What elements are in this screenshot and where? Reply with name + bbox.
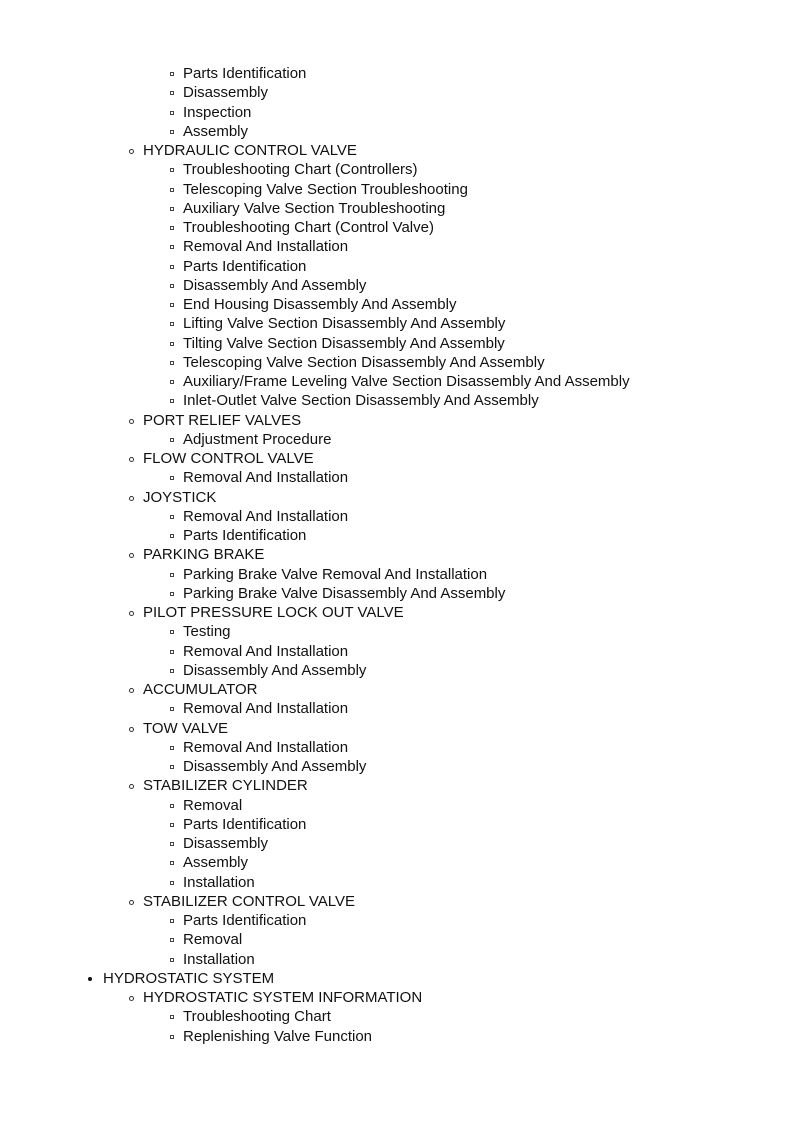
bullet-circle-icon [129,727,134,732]
bullet-circle-icon [129,553,134,558]
item-label: Removal [183,931,243,949]
topic-item [0,430,794,449]
subsection-item [0,411,794,430]
topic-item [0,796,794,815]
item-label: Parts Identification [183,527,307,544]
topic-item [0,526,794,545]
bullet-circle-icon [129,149,134,154]
topic-item [0,160,794,179]
bullet-square-icon [170,303,174,307]
bullet-circle-icon [129,457,134,462]
topic-item [0,507,794,526]
bullet-circle-icon [129,496,134,501]
topic-item [0,738,794,757]
bullet-circle-icon [129,784,134,789]
item-label: Assembly [183,122,249,140]
bullet-square-icon [170,207,174,211]
item-label: HYDRAULIC CONTROL VALVE [143,142,357,159]
topic-item [0,853,794,872]
subsection-item [0,892,794,911]
table-of-contents [0,64,794,1046]
item-label: FLOW CONTROL VALVE [143,450,314,467]
bullet-square-icon [170,669,174,673]
bullet-square-icon [170,1035,174,1039]
bullet-circle-icon [129,688,134,693]
bullet-square-icon [170,342,174,346]
item-label: Removal And Installation [183,469,349,487]
bullet-square-icon [170,650,174,654]
bullet-square-icon [170,881,174,885]
item-label: Removal And Installation [183,238,349,256]
item-label: Auxiliary Valve Section Troubleshooting [183,199,446,217]
item-label: Troubleshooting Chart (Controllers) [183,161,418,179]
item-label: ACCUMULATOR [143,681,258,698]
bullet-square-icon [170,476,174,480]
item-label: Disassembly And Assembly [183,758,367,775]
bullet-square-icon [170,111,174,115]
bullet-square-icon [170,823,174,827]
item-label: Inspection [183,103,252,121]
item-label: Tilting Valve Section Disassembly And Assembly [183,334,505,352]
item-label: PILOT PRESSURE LOCK OUT VALVE [143,604,404,621]
bullet-square-icon [170,284,174,288]
topic-item [0,565,794,584]
item-label: Lifting Valve Section Disassembly And Assembly [183,315,506,333]
topic-item [0,1007,794,1026]
item-label: Disassembly [183,84,269,102]
item-label: HYDROSTATIC SYSTEM INFORMATION [143,989,423,1006]
bullet-square-icon [170,399,174,403]
bullet-square-icon [170,188,174,192]
subsection-item [0,988,794,1007]
item-label: End Housing Disassembly And Assembly [183,296,457,313]
subsection-item [0,545,794,564]
bullet-square-icon [170,592,174,596]
item-label: Disassembly And Assembly [183,276,367,294]
topic-item [0,180,794,199]
subsection-item [0,680,794,699]
topic-item [0,911,794,930]
bullet-square-icon [170,438,174,442]
topic-item [0,218,794,237]
topic-item [0,873,794,892]
item-label: Parts Identification [183,65,307,82]
bullet-square-icon [170,245,174,249]
item-label: Disassembly [183,835,269,852]
subsection-item [0,449,794,468]
topic-item [0,199,794,218]
topic-item [0,950,794,969]
bullet-square-icon [170,746,174,750]
item-label: PORT RELIEF VALVES [143,411,302,429]
bullet-circle-icon [129,900,134,905]
bullet-square-icon [170,1015,174,1019]
bullet-square-icon [170,842,174,846]
section-item [0,969,794,988]
bullet-square-icon [170,861,174,865]
item-label: STABILIZER CYLINDER [143,777,308,795]
item-label: HYDROSTATIC SYSTEM [103,969,275,987]
item-label: Installation [183,873,255,891]
topic-item [0,295,794,314]
subsection-item [0,719,794,738]
bullet-square-icon [170,707,174,711]
bullet-square-icon [170,168,174,172]
item-label: Troubleshooting Chart [183,1008,331,1026]
subsection-item [0,776,794,795]
subsection-item [0,488,794,507]
item-label: PARKING BRAKE [143,546,265,564]
item-label: Assembly [183,854,249,872]
bullet-circle-icon [129,419,134,424]
bullet-square-icon [170,765,174,769]
topic-item [0,103,794,122]
topic-item [0,122,794,141]
item-label: Removal [183,796,243,814]
bullet-square-icon [170,226,174,230]
bullet-circle-icon [129,611,134,616]
topic-item [0,314,794,333]
topic-item [0,372,794,391]
item-label: Testing [183,623,231,641]
topic-item [0,834,794,853]
bullet-square-icon [170,91,174,95]
topic-item [0,757,794,776]
item-label: Telescoping Valve Section Disassembly And Assembly [183,353,545,371]
item-label: Removal And Installation [183,738,349,756]
topic-item [0,622,794,641]
item-label: Troubleshooting Chart (Control Valve) [183,219,434,236]
item-label: Adjustment Procedure [183,430,332,448]
topic-item [0,276,794,295]
bullet-square-icon [170,130,174,134]
bullet-square-icon [170,958,174,962]
item-label: TOW VALVE [143,719,229,737]
bullet-square-icon [170,265,174,269]
item-label: Parts Identification [183,912,307,929]
bullet-square-icon [170,573,174,577]
item-label: Removal And Installation [183,642,349,660]
item-label: Replenishing Valve Function [183,1027,373,1045]
item-label: Parking Brake Valve Removal And Installation [183,565,488,583]
bullet-square-icon [170,534,174,538]
topic-item [0,353,794,372]
bullet-square-icon [170,361,174,365]
item-label: Inlet-Outlet Valve Section Disassembly And Assembly [183,392,539,410]
topic-item [0,257,794,276]
topic-item [0,930,794,949]
item-label: Auxiliary/Frame Leveling Valve Section Disassembly And Assembly [183,373,630,390]
topic-item [0,661,794,680]
item-label: Removal And Installation [183,700,349,718]
bullet-square-icon [170,322,174,326]
item-label: Removal And Installation [183,507,349,525]
bullet-square-icon [170,630,174,634]
item-label: Telescoping Valve Section Troubleshooting [183,180,468,198]
item-label: Installation [183,950,255,968]
topic-item [0,642,794,661]
bullet-square-icon [170,72,174,76]
subsection-item [0,603,794,622]
topic-item [0,1027,794,1046]
subsection-item [0,141,794,160]
topic-item [0,83,794,102]
topic-item [0,468,794,487]
item-label: Parts Identification [183,815,307,833]
bullet-square-icon [170,938,174,942]
item-label: Parking Brake Valve Disassembly And Assembly [183,584,506,602]
bullet-square-icon [170,515,174,519]
bullet-square-icon [170,919,174,923]
topic-item [0,815,794,834]
item-label: Disassembly And Assembly [183,661,367,679]
bullet-square-icon [170,380,174,384]
topic-item [0,391,794,410]
item-label: STABILIZER CONTROL VALVE [143,892,355,910]
bullet-circle-icon [129,996,134,1001]
topic-item [0,334,794,353]
topic-item [0,64,794,83]
topic-item [0,237,794,256]
topic-item [0,699,794,718]
item-label: Parts Identification [183,257,307,275]
item-label: JOYSTICK [143,488,217,506]
topic-item [0,584,794,603]
bullet-disc-icon [88,977,92,981]
bullet-square-icon [170,804,174,808]
